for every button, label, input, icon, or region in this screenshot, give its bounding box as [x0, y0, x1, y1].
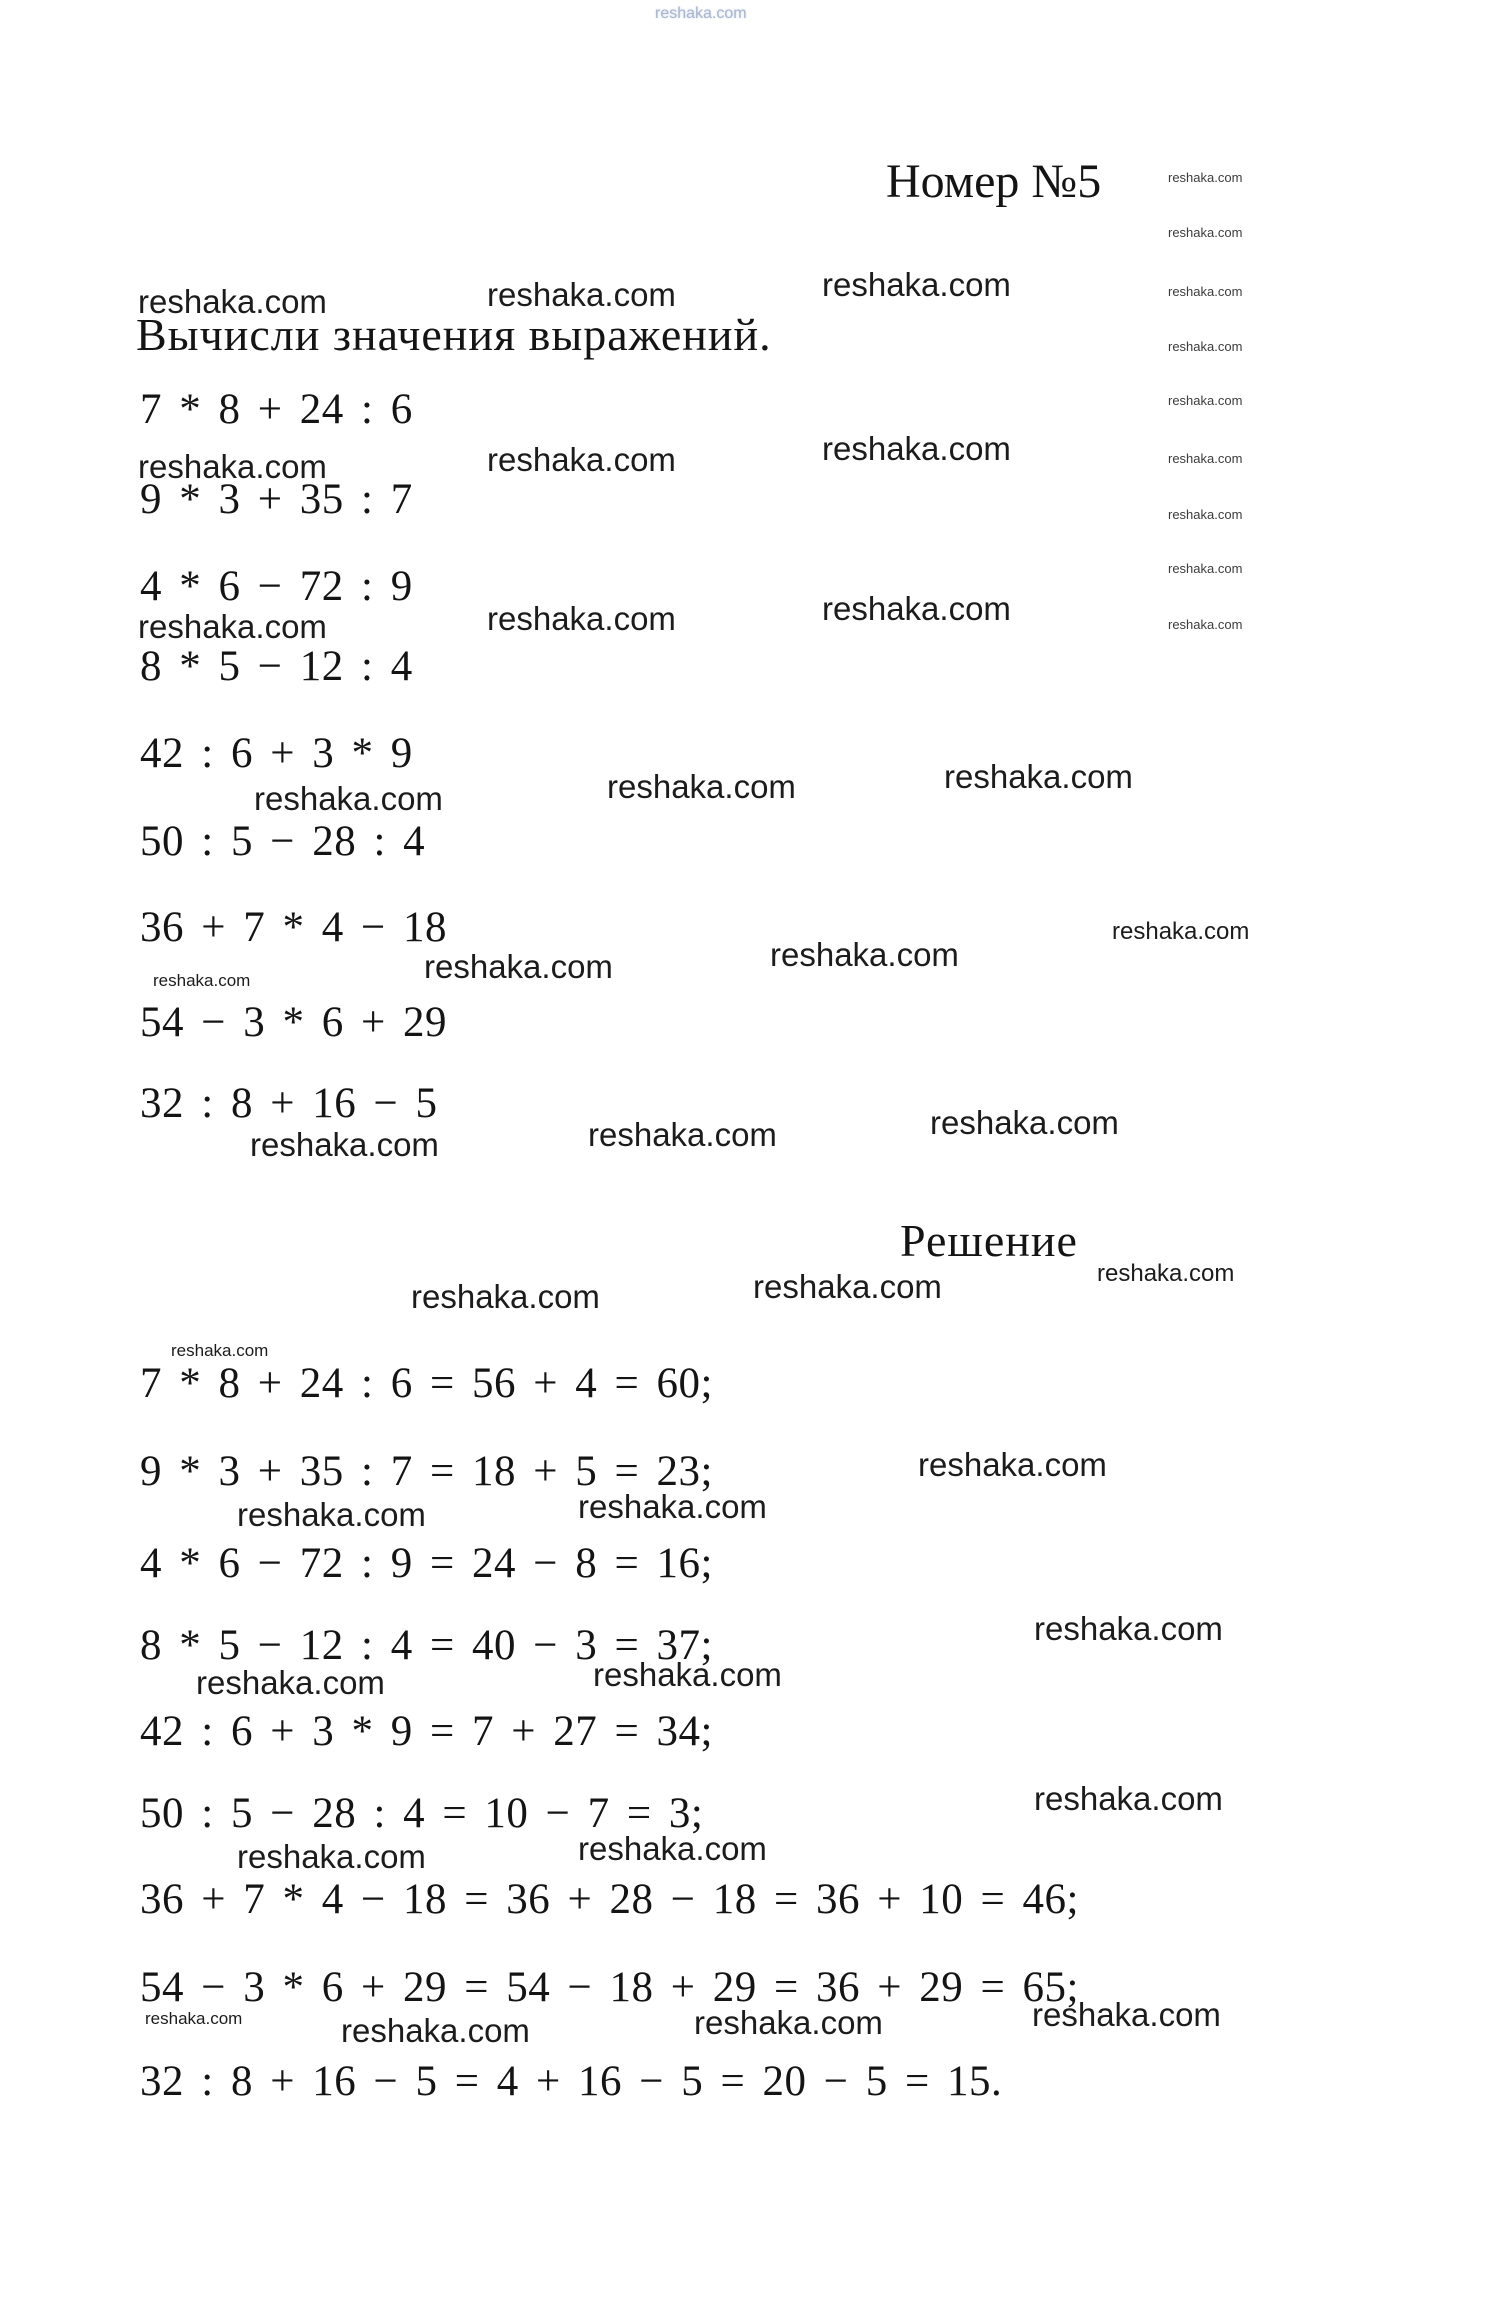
watermark: reshaka.com — [138, 448, 327, 485]
watermark: reshaka.com — [138, 608, 327, 645]
solution-line: 32 : 8 + 16 − 5 = 4 + 16 − 5 = 20 − 5 = 15. — [140, 2058, 1003, 2105]
expression-line: 32 : 8 + 16 − 5 — [140, 1080, 438, 1127]
solution-line: 8 * 5 − 12 : 4 = 40 − 3 = 37; — [140, 1622, 713, 1669]
expression-line: 54 − 3 * 6 + 29 — [140, 999, 448, 1046]
watermark: reshaka.com — [918, 1446, 1107, 1483]
solution-line: 7 * 8 + 24 : 6 = 56 + 4 = 60; — [140, 1360, 713, 1407]
solution-heading: Решение — [900, 1215, 1078, 1266]
watermark: reshaka.com — [593, 1656, 782, 1693]
watermark: reshaka.com — [753, 1268, 942, 1305]
expression-line: 7 * 8 + 24 : 6 — [140, 386, 413, 433]
expression-line: 42 : 6 + 3 * 9 — [140, 730, 413, 777]
expression-line: 9 * 3 + 35 : 7 — [140, 476, 413, 523]
watermark: reshaka.com — [770, 936, 959, 973]
watermark: reshaka.com — [145, 2009, 243, 2028]
watermark: reshaka.com — [1168, 451, 1243, 466]
watermark: reshaka.com — [822, 590, 1011, 627]
watermark: reshaka.com — [1168, 225, 1243, 240]
watermark: reshaka.com — [1168, 170, 1243, 185]
watermark: reshaka.com — [944, 758, 1133, 795]
watermark: reshaka.com — [930, 1104, 1119, 1141]
solution-line: 42 : 6 + 3 * 9 = 7 + 27 = 34; — [140, 1708, 713, 1755]
watermark: reshaka.com — [237, 1838, 426, 1875]
watermark: reshaka.com — [1034, 1610, 1223, 1647]
expression-line: 36 + 7 * 4 − 18 — [140, 904, 448, 951]
watermark: reshaka.com — [487, 276, 676, 313]
expression-line: 4 * 6 − 72 : 9 — [140, 563, 413, 610]
watermark: reshaka.com — [411, 1278, 600, 1315]
expression-line: 8 * 5 − 12 : 4 — [140, 643, 413, 690]
task-heading: Вычисли значения выражений. — [136, 309, 772, 360]
watermark: reshaka.com — [694, 2004, 883, 2041]
watermark: reshaka.com — [588, 1116, 777, 1153]
solution-line: 54 − 3 * 6 + 29 = 54 − 18 + 29 = 36 + 29 = 65; — [140, 1964, 1079, 2011]
watermark: reshaka.com — [1034, 1780, 1223, 1817]
solution-line: 36 + 7 * 4 − 18 = 36 + 28 − 18 = 36 + 10 = 46; — [140, 1876, 1079, 1923]
watermark: reshaka.com — [171, 1341, 269, 1360]
solution-line: 9 * 3 + 35 : 7 = 18 + 5 = 23; — [140, 1448, 713, 1495]
watermark: reshaka.com — [822, 430, 1011, 467]
watermark: reshaka.com — [1168, 507, 1243, 522]
watermark: reshaka.com — [254, 780, 443, 817]
watermark: reshaka.com — [1168, 617, 1243, 632]
page-title: Номер №5 — [886, 155, 1102, 208]
expression-line: 50 : 5 − 28 : 4 — [140, 818, 426, 865]
watermark: reshaka.com — [153, 971, 251, 990]
solution-line: 4 * 6 − 72 : 9 = 24 − 8 = 16; — [140, 1540, 713, 1587]
watermark: reshaka.com — [424, 948, 613, 985]
watermark: reshaka.com — [196, 1664, 385, 1701]
watermark: reshaka.com — [1032, 1996, 1221, 2033]
solution-line: 50 : 5 − 28 : 4 = 10 − 7 = 3; — [140, 1790, 704, 1837]
watermark: reshaka.com — [1097, 1260, 1235, 1287]
watermark: reshaka.com — [1168, 393, 1243, 408]
watermark: reshaka.com — [487, 441, 676, 478]
watermark: reshaka.com — [1168, 339, 1243, 354]
watermark: reshaka.com — [822, 266, 1011, 303]
watermark: reshaka.com — [138, 283, 327, 320]
watermark: reshaka.com — [237, 1496, 426, 1533]
watermark: reshaka.com — [655, 5, 747, 22]
watermark: reshaka.com — [607, 768, 796, 805]
watermark: reshaka.com — [578, 1488, 767, 1525]
watermark: reshaka.com — [1168, 284, 1243, 299]
watermark: reshaka.com — [341, 2012, 530, 2049]
watermark: reshaka.com — [487, 600, 676, 637]
watermark: reshaka.com — [1168, 561, 1243, 576]
watermark: reshaka.com — [250, 1126, 439, 1163]
watermark: reshaka.com — [578, 1830, 767, 1867]
watermark: reshaka.com — [1112, 918, 1250, 945]
